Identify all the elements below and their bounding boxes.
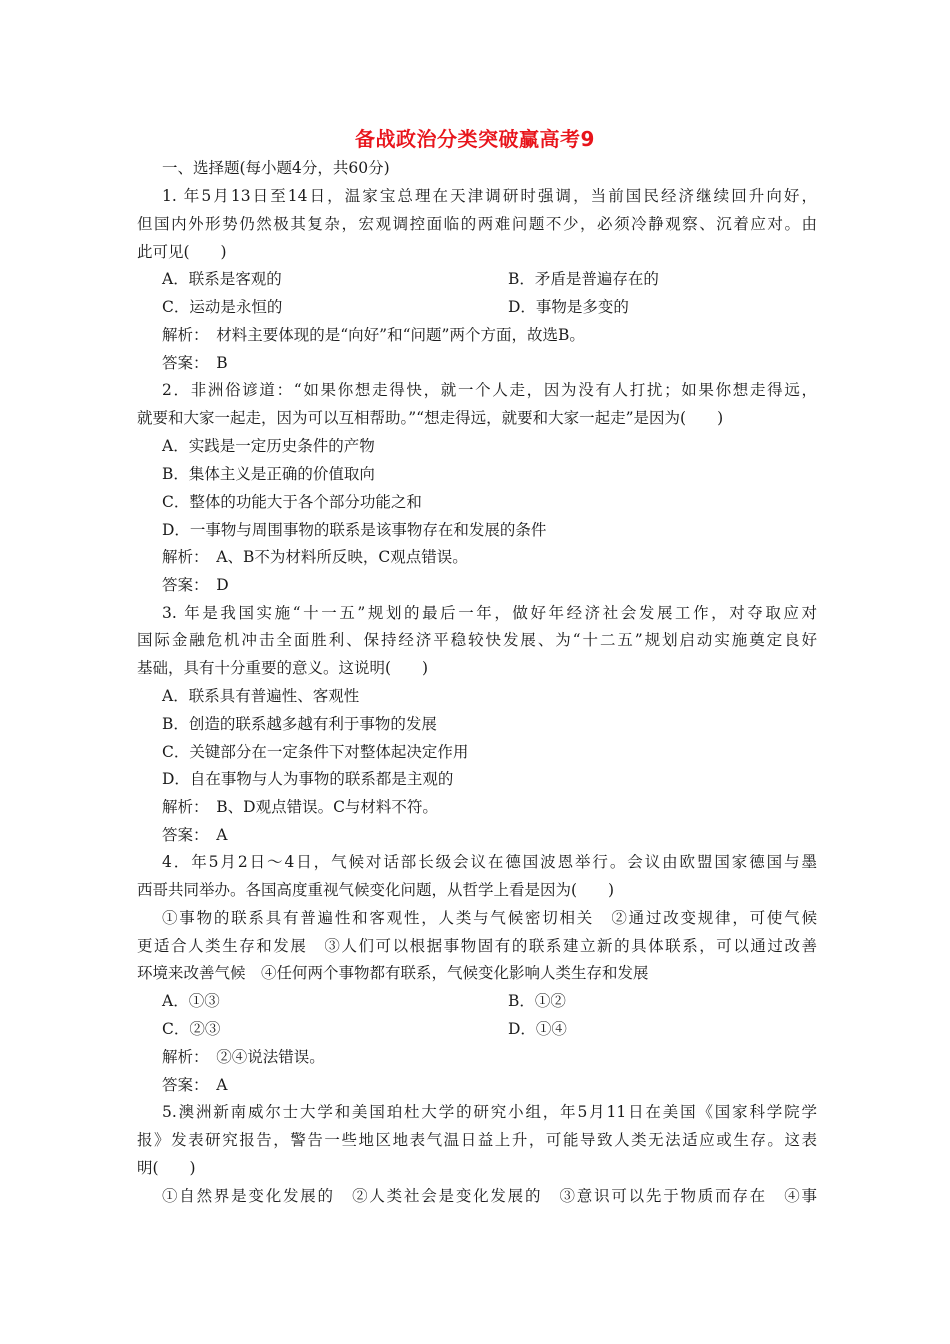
q4-stem-line1: 4．年5月2日～4日，气候对话部长级会议在德国波恩举行。会议由欧盟国家德国与墨 xyxy=(162,853,817,871)
q4-option-a: A．①③ xyxy=(162,992,220,1010)
q1-option-c: C．运动是永恒的 xyxy=(162,298,283,316)
section-heading: 一、选择题(每小题4分，共60分) xyxy=(162,159,390,177)
q3-option-c: C．关键部分在一定条件下对整体起决定作用 xyxy=(162,743,469,761)
q3-option-d: D．自在事物与人为事物的联系都是主观的 xyxy=(162,770,454,788)
q1-stem-line3: 此可见( ) xyxy=(137,243,227,261)
q1-answer: 答案： B xyxy=(162,354,228,372)
q4-option-c: C．②③ xyxy=(162,1020,221,1038)
q4-option-d: D．①④ xyxy=(508,1020,567,1038)
q4-analysis: 解析： ②④说法错误。 xyxy=(162,1048,325,1066)
q5-stem-line3: 明( ) xyxy=(137,1159,196,1177)
q2-stem-line2: 就要和大家一起走，因为可以互相帮助。”“想走得远，就要和大家一起走”是因为( ) xyxy=(137,409,724,427)
q3-stem-line1: 3. 年是我国实施“十一五”规划的最后一年，做好年经济社会发展工作，对夺取应对 xyxy=(162,604,817,622)
q2-option-b: B．集体主义是正确的价值取向 xyxy=(162,465,375,483)
q3-stem-line2: 国际金融危机冲击全面胜利、保持经济平稳较快发展、为“十二五”规划启动实施奠定良好 xyxy=(137,631,817,649)
q1-analysis: 解析： 材料主要体现的是“向好”和“问题”两个方面，故选B。 xyxy=(162,326,585,344)
q5-stem-line1: 5.澳洲新南威尔士大学和美国珀杜大学的研究小组，年5月11日在美国《国家科学院学 xyxy=(162,1103,817,1121)
q2-stem-line1: 2．非洲俗谚道：“如果你想走得快，就一个人走，因为没有人打扰；如果你想走得远， xyxy=(162,381,817,399)
q3-stem-line3: 基础，具有十分重要的意义。这说明( ) xyxy=(137,659,429,677)
q3-option-b: B．创造的联系越多越有利于事物的发展 xyxy=(162,715,437,733)
q2-option-a: A．实践是一定历史条件的产物 xyxy=(162,437,375,455)
q1-stem-line2: 但国内外形势仍然极其复杂，宏观调控面临的两难问题不少，必须冷静观察、沉着应对。由 xyxy=(137,215,817,233)
q3-option-a: A．联系具有普遍性、客观性 xyxy=(162,687,360,705)
q4-items-line1: ①事物的联系具有普遍性和客观性，人类与气候密切相关 ②通过改变规律，可使气候 xyxy=(162,909,817,927)
q1-option-a: A．联系是客观的 xyxy=(162,270,282,288)
q4-stem-line2: 西哥共同举办。各国高度重视气候变化问题，从哲学上看是因为( ) xyxy=(137,881,615,899)
q4-answer: 答案： A xyxy=(162,1076,228,1094)
q3-analysis: 解析： B、D观点错误。C与材料不符。 xyxy=(162,798,438,816)
q4-option-b: B．①② xyxy=(508,992,566,1010)
q1-stem-line1: 1. 年5月13日至14日，温家宝总理在天津调研时强调，当前国民经济继续回升向好， xyxy=(162,187,817,205)
q2-analysis: 解析： A、B不为材料所反映，C观点错误。 xyxy=(162,548,468,566)
q3-answer: 答案： A xyxy=(162,826,228,844)
q2-option-c: C．整体的功能大于各个部分功能之和 xyxy=(162,493,422,511)
document-title: 备战政治分类突破赢高考9 xyxy=(355,127,595,151)
q2-answer: 答案： D xyxy=(162,576,229,594)
q4-items-line2: 更适合人类生存和发展 ③人们可以根据事物固有的联系建立新的具体联系，可以通过改善 xyxy=(137,937,817,955)
q4-items-line3: 环境来改善气候 ④任何两个事物都有联系，气候变化影响人类生存和发展 xyxy=(137,964,649,982)
q5-items-line1: ①自然界是变化发展的 ②人类社会是变化发展的 ③意识可以先于物质而存在 ④事 xyxy=(162,1187,817,1205)
q1-option-b: B．矛盾是普遍存在的 xyxy=(508,270,659,288)
q2-option-d: D．一事物与周围事物的联系是该事物存在和发展的条件 xyxy=(162,521,547,539)
q5-stem-line2: 报》发表研究报告，警告一些地区地表气温日益上升，可能导致人类无法适应或生存。这表 xyxy=(137,1131,817,1149)
q1-option-d: D．事物是多变的 xyxy=(508,298,629,316)
